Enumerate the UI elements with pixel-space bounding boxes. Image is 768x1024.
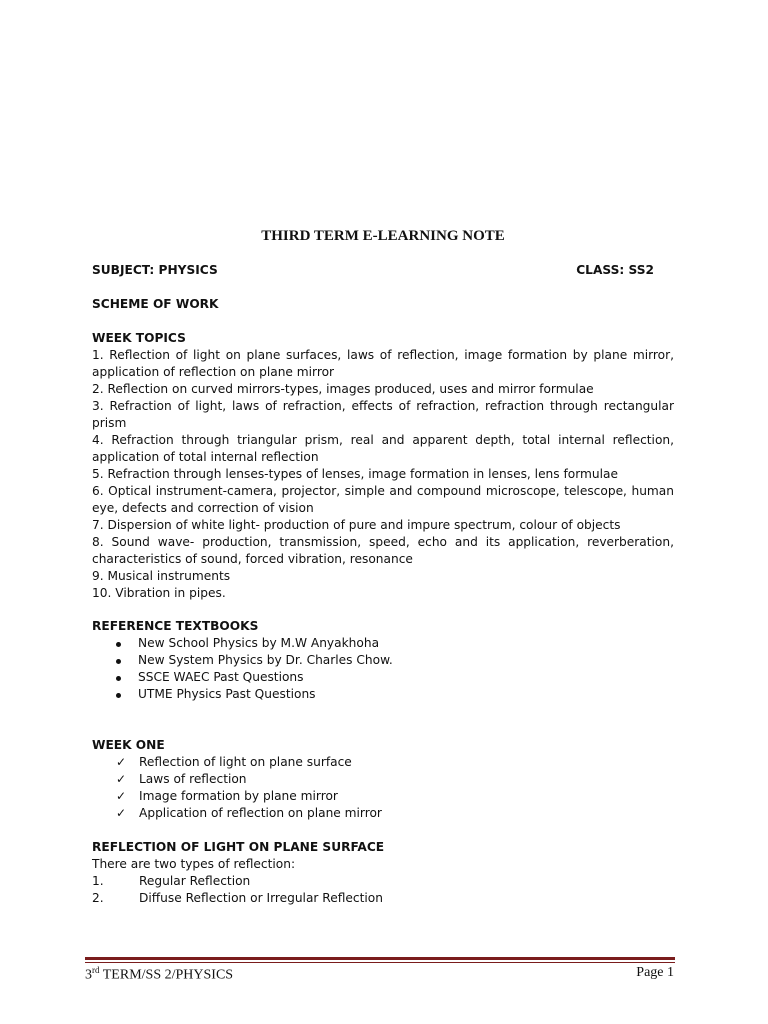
checkmark-icon: ✓ bbox=[116, 806, 127, 820]
bullet-icon bbox=[116, 642, 121, 647]
week-one-item bbox=[92, 805, 674, 822]
document-title: THIRD TERM E-LEARNING NOTE bbox=[261, 228, 505, 244]
week-one-item bbox=[92, 754, 674, 771]
footer-rule bbox=[85, 957, 675, 960]
week-one-item bbox=[92, 788, 674, 805]
checkmark-icon: ✓ bbox=[116, 755, 127, 769]
reference-item bbox=[92, 652, 674, 669]
type-number: 2. bbox=[92, 891, 104, 905]
week-one-text: Laws of reflection bbox=[139, 772, 247, 786]
checkmark-icon: ✓ bbox=[116, 789, 127, 803]
subject-label: SUBJECT: PHYSICS bbox=[92, 263, 218, 277]
topic-item: 2. Reflection on curved mirrors-types, images produced, uses and mirror formulae bbox=[92, 382, 594, 396]
references-list bbox=[92, 635, 674, 703]
reference-text: New School Physics by M.W Anyakhoha bbox=[138, 636, 380, 650]
week-one-heading: WEEK ONE bbox=[92, 738, 165, 752]
topic-item: 7. Dispersion of white light- production of pure and impure spectrum, colour of objects bbox=[92, 518, 621, 532]
reference-text: New System Physics by Dr. Charles Chow. bbox=[138, 653, 393, 667]
topic-item: 9. Musical instruments bbox=[92, 569, 231, 583]
week-one-item bbox=[92, 771, 674, 788]
reflection-heading: REFLECTION OF LIGHT ON PLANE SURFACE bbox=[92, 840, 385, 854]
footer-term-number: 3 bbox=[85, 967, 92, 983]
topic-item: 4. Refraction through triangular prism, real and apparent depth, total internal reflection, application of total internal reflection bbox=[92, 433, 674, 464]
type-number: 1. bbox=[92, 874, 104, 888]
checkmark-icon: ✓ bbox=[116, 772, 127, 786]
reference-item bbox=[92, 686, 674, 703]
topic-item: 6. Optical instrument-camera, projector, simple and compound microscope, telescope, human eye, defects and correction of vision bbox=[92, 484, 674, 515]
reference-text: UTME Physics Past Questions bbox=[138, 687, 316, 701]
types-intro: There are two types of reflection: bbox=[92, 857, 296, 871]
week-one-list bbox=[92, 754, 674, 822]
reference-item bbox=[92, 669, 674, 686]
footer-term-rest: TERM/SS 2/PHYSICS bbox=[99, 967, 234, 983]
footer-rule-thin bbox=[85, 962, 675, 963]
topic-item: 10. Vibration in pipes. bbox=[92, 586, 226, 600]
bullet-icon bbox=[116, 676, 121, 681]
reference-text: SSCE WAEC Past Questions bbox=[138, 670, 304, 684]
reflection-type-item bbox=[92, 890, 674, 907]
topic-item: 5. Refraction through lenses-types of lenses, image formation in lenses, lens formulae bbox=[92, 467, 619, 481]
scheme-heading: SCHEME OF WORK bbox=[92, 297, 219, 311]
footer-term-suffix: rd bbox=[92, 965, 100, 975]
class-label: CLASS: SS2 bbox=[576, 263, 654, 277]
week-one-text: Application of reflection on plane mirror bbox=[139, 806, 382, 820]
topic-item: 8. Sound wave- production, transmission, speed, echo and its application, reverberation, characteristics of sound, forced vibration, resonance bbox=[92, 535, 674, 566]
type-text: Regular Reflection bbox=[139, 874, 251, 888]
topic-item: 1. Reflection of light on plane surfaces, laws of reflection, image formation by plane mirror, application of reflection on plane mirror bbox=[92, 348, 674, 379]
week-topics-heading: WEEK TOPICS bbox=[92, 331, 186, 345]
reference-item bbox=[92, 635, 674, 652]
subject-class-row bbox=[92, 262, 674, 279]
topics-list bbox=[92, 347, 674, 602]
page-number: Page 1 bbox=[636, 965, 674, 980]
reference-heading: REFERENCE TEXTBOOKS bbox=[92, 619, 259, 633]
type-text: Diffuse Reflection or Irregular Reflection bbox=[139, 891, 383, 905]
bullet-icon bbox=[116, 659, 121, 664]
footer-term-label bbox=[85, 965, 233, 984]
reflection-type-item bbox=[92, 873, 674, 890]
week-one-text: Image formation by plane mirror bbox=[139, 789, 338, 803]
bullet-icon bbox=[116, 693, 121, 698]
reflection-types-list bbox=[92, 873, 674, 907]
week-one-text: Reflection of light on plane surface bbox=[139, 755, 352, 769]
topic-item: 3. Refraction of light, laws of refraction, effects of refraction, refraction through rectangular prism bbox=[92, 399, 674, 430]
